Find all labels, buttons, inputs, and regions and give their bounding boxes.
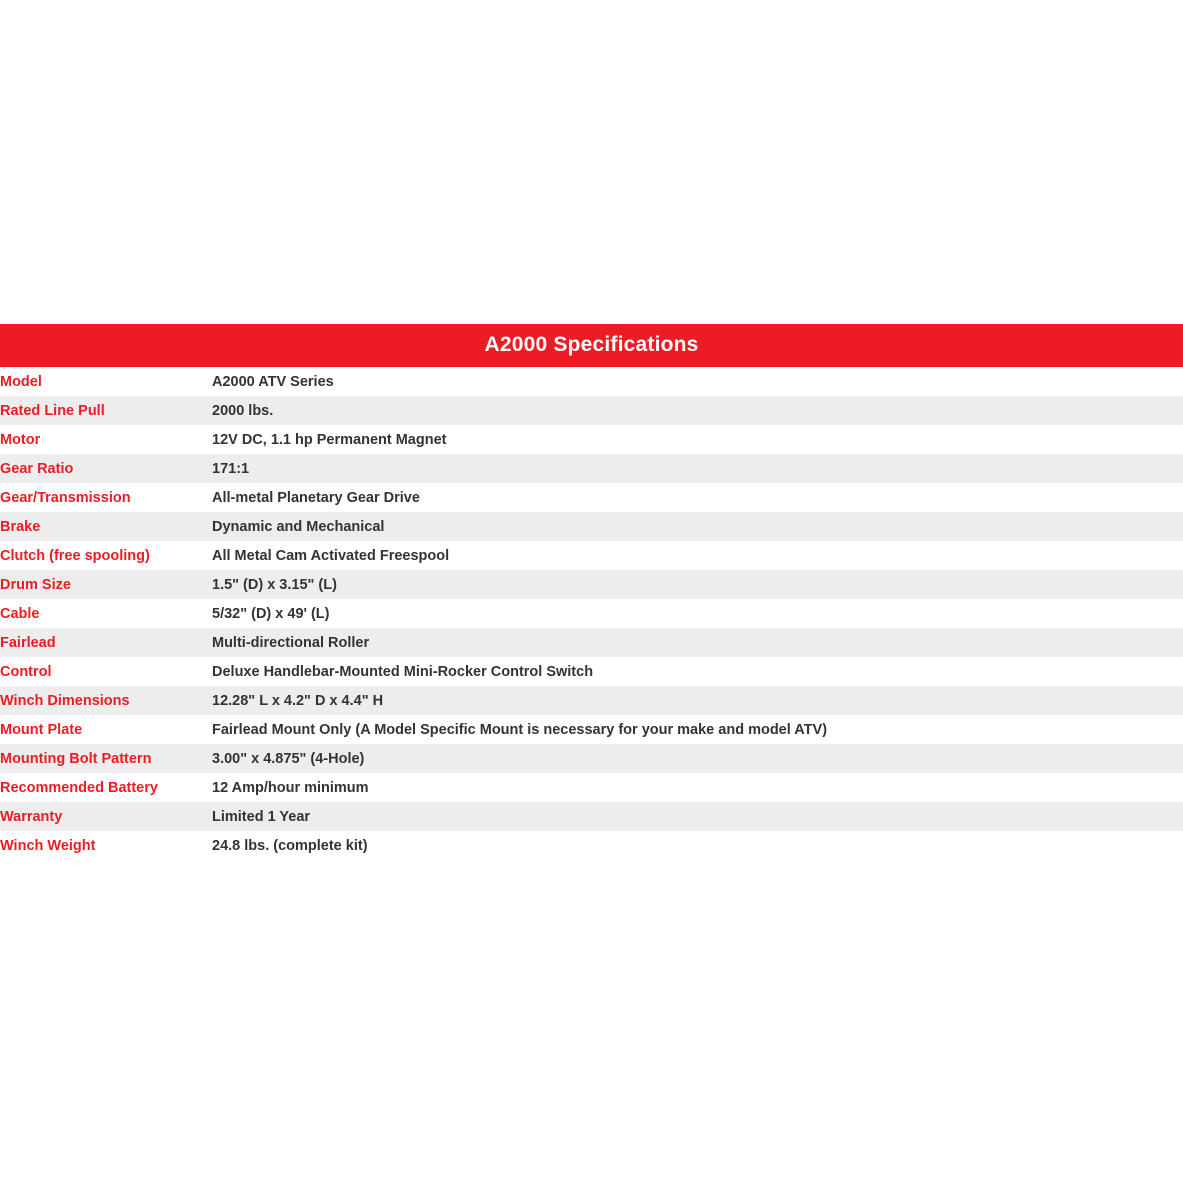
table-body <box>0 367 1183 860</box>
table-row <box>0 773 1183 802</box>
table-row <box>0 425 1183 454</box>
spec-label: Rated Line Pull <box>0 402 105 419</box>
spec-value: 3.00" x 4.875" (4-Hole) <box>212 750 365 767</box>
spec-label: Brake <box>0 518 41 535</box>
table-row <box>0 802 1183 831</box>
spec-label: Model <box>0 373 42 390</box>
table-row <box>0 541 1183 570</box>
table-row <box>0 570 1183 599</box>
spec-label: Control <box>0 663 52 680</box>
spec-label: Gear/Transmission <box>0 489 131 506</box>
spec-value: 2000 lbs. <box>212 402 274 419</box>
spec-label: Winch Weight <box>0 837 96 854</box>
table-row <box>0 657 1183 686</box>
spec-label: Winch Dimensions <box>0 692 130 709</box>
spec-value: 12 Amp/hour minimum <box>212 779 369 796</box>
spec-value: Limited 1 Year <box>212 808 311 825</box>
table-row <box>0 831 1183 860</box>
spec-label: Drum Size <box>0 576 71 593</box>
spec-value: All-metal Planetary Gear Drive <box>212 489 420 506</box>
table-row <box>0 483 1183 512</box>
spec-value: A2000 ATV Series <box>212 373 334 390</box>
spec-label: Cable <box>0 605 40 622</box>
spec-value: 24.8 lbs. (complete kit) <box>212 837 368 854</box>
table-row <box>0 715 1183 744</box>
spec-value: Dynamic and Mechanical <box>212 518 385 535</box>
table-row <box>0 454 1183 483</box>
spec-value: Fairlead Mount Only (A Model Specific Mount is necessary for your make and model ATV) <box>212 721 828 738</box>
table-row <box>0 686 1183 715</box>
spec-value: 1.5" (D) x 3.15" (L) <box>212 576 337 593</box>
table-row <box>0 512 1183 541</box>
specifications-table <box>0 324 1183 860</box>
table-row <box>0 396 1183 425</box>
specifications-section <box>0 324 1183 860</box>
table-row <box>0 367 1183 396</box>
table-row <box>0 599 1183 628</box>
spec-value: Multi-directional Roller <box>212 634 370 651</box>
table-row <box>0 628 1183 657</box>
spec-value: 171:1 <box>212 460 250 477</box>
spec-value: All Metal Cam Activated Freespool <box>212 547 450 564</box>
spec-value: 5/32" (D) x 49' (L) <box>212 605 330 622</box>
spec-label: Recommended Battery <box>0 779 158 796</box>
table-row <box>0 744 1183 773</box>
spec-label: Warranty <box>0 808 63 825</box>
spec-label: Motor <box>0 431 41 448</box>
spec-value: 12.28" L x 4.2" D x 4.4" H <box>212 692 384 709</box>
spec-label: Gear Ratio <box>0 460 74 477</box>
spec-label: Mount Plate <box>0 721 83 738</box>
spec-label: Clutch (free spooling) <box>0 547 150 564</box>
spec-value: 12V DC, 1.1 hp Permanent Magnet <box>212 431 447 448</box>
spec-label: Fairlead <box>0 634 56 651</box>
spec-value: Deluxe Handlebar-Mounted Mini-Rocker Control Switch <box>212 663 594 680</box>
spec-label: Mounting Bolt Pattern <box>0 750 152 767</box>
table-title: A2000 Specifications <box>0 324 1183 367</box>
